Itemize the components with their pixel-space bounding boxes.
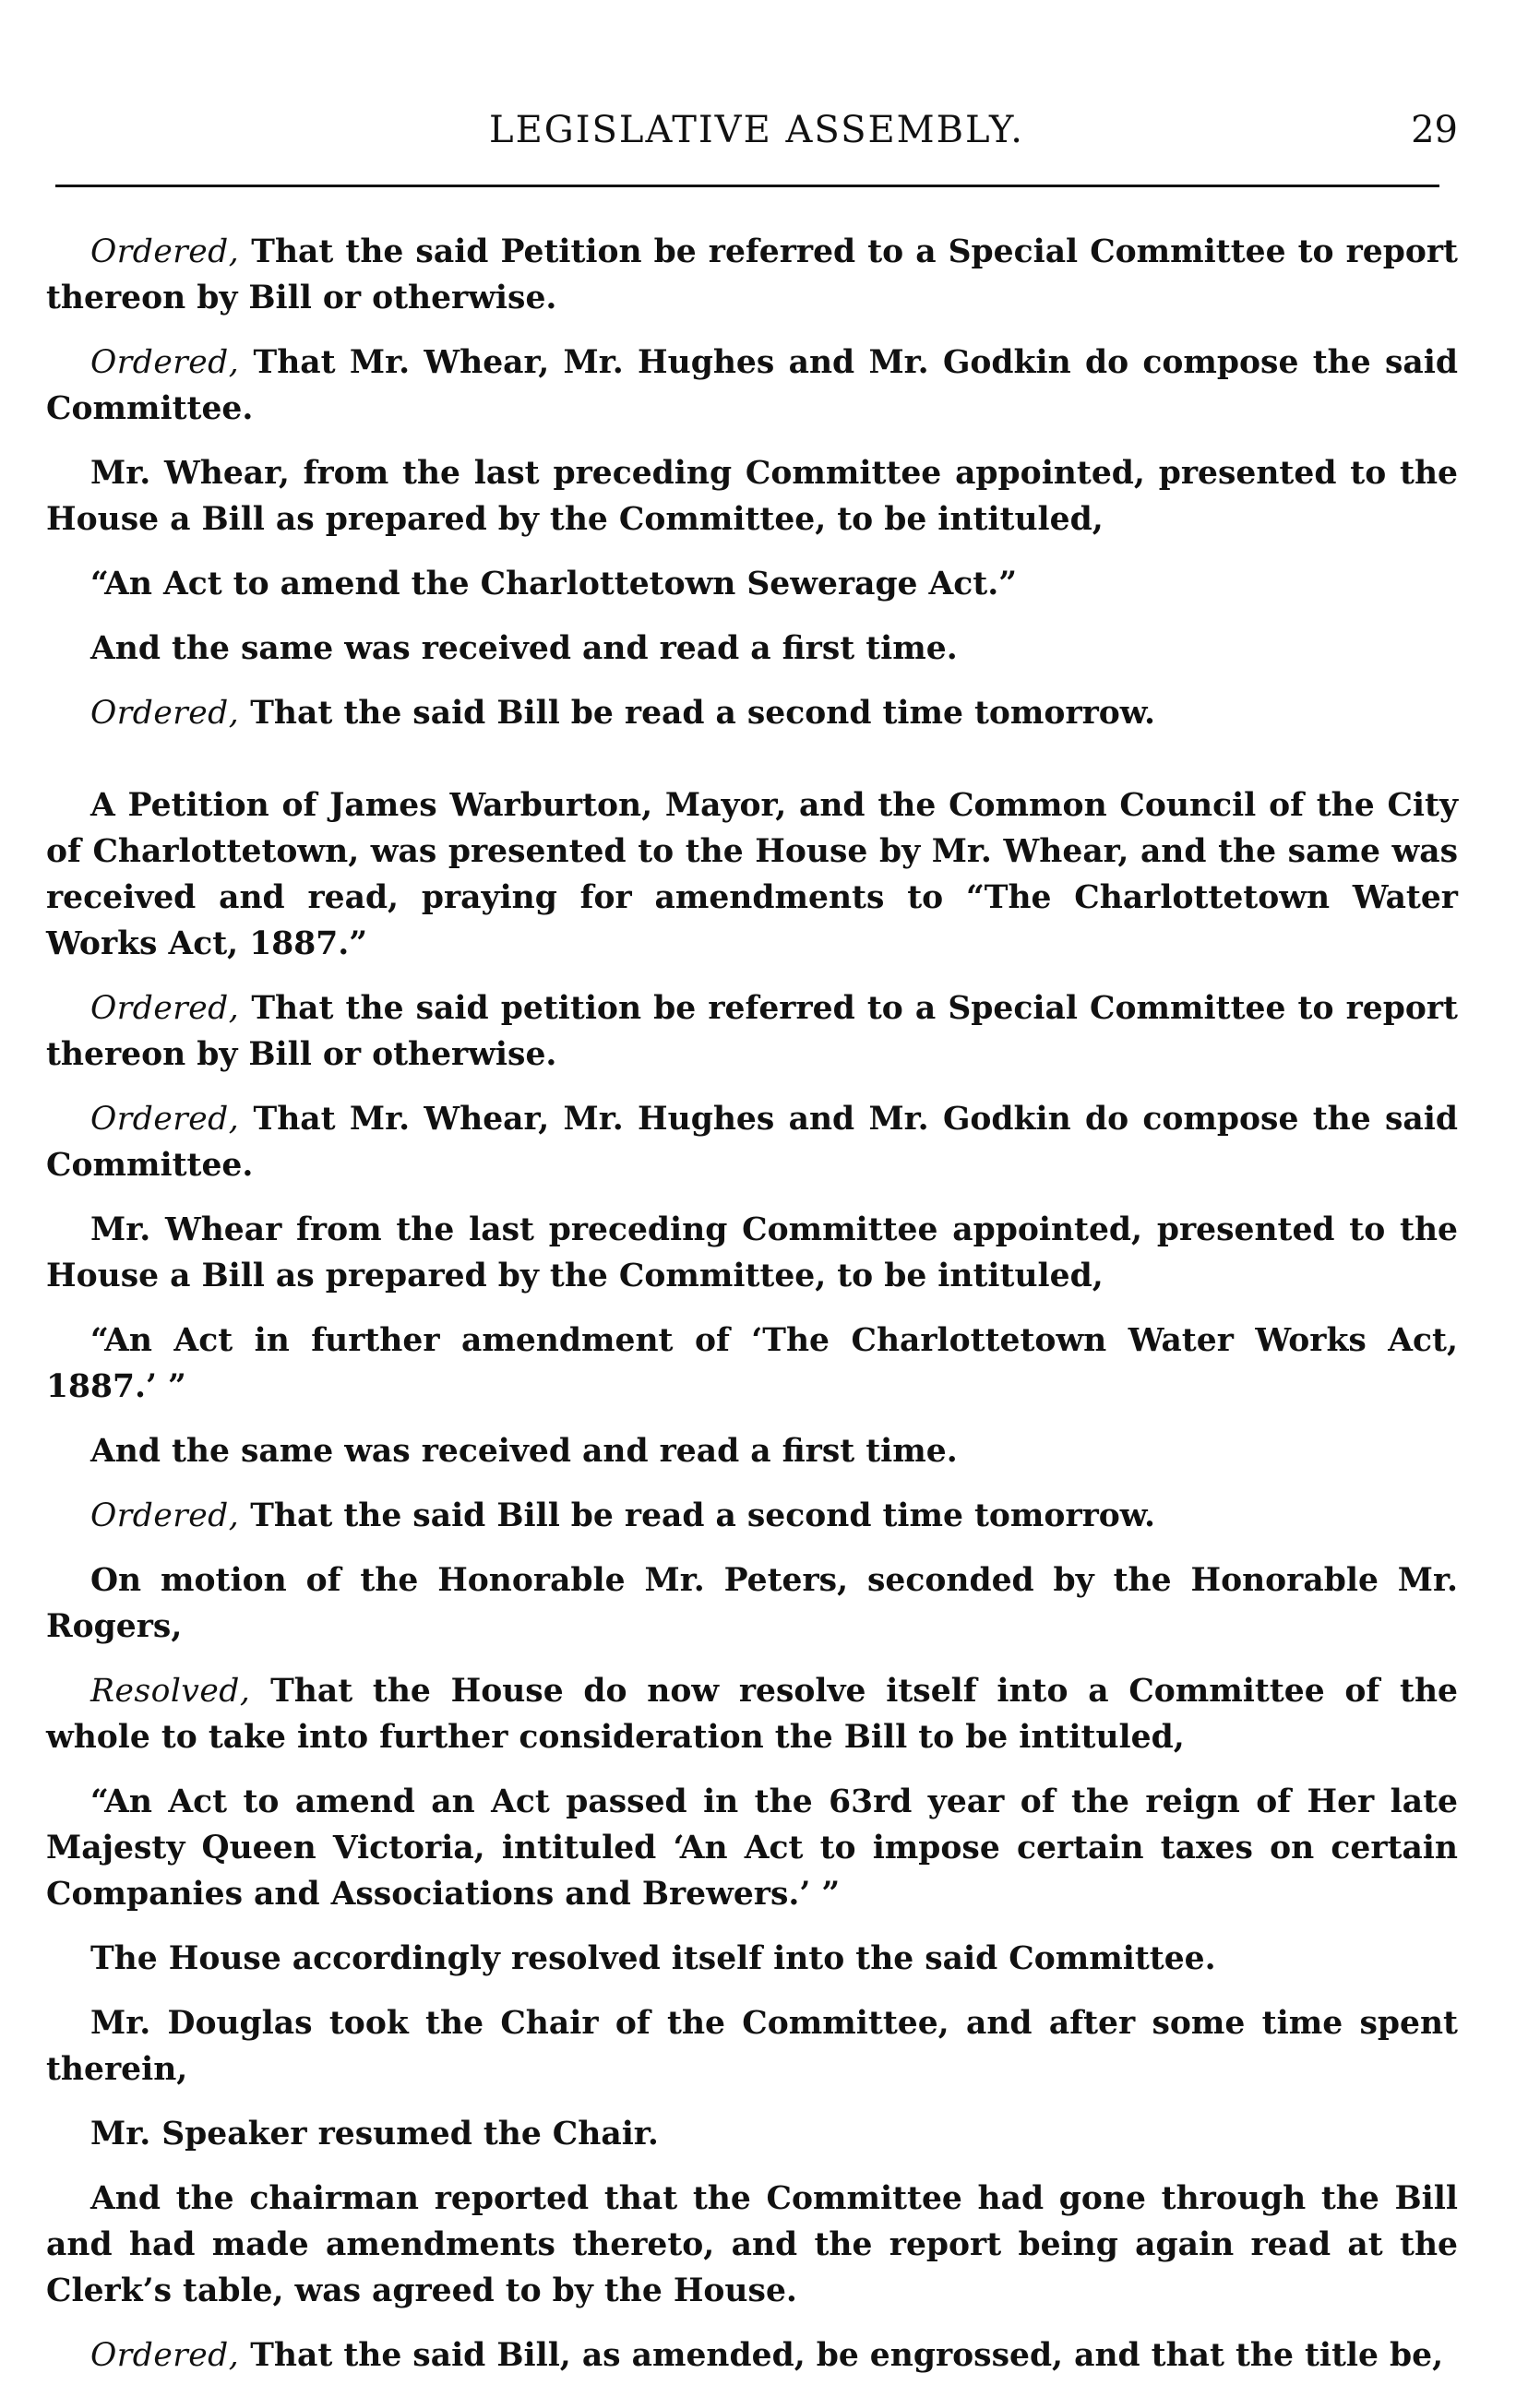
paragraph-lead: Ordered, [90,233,240,270]
paragraph-text: That Mr. Whear, Mr. Hughes and Mr. Godkin do compose the said Committee. [46,344,1458,427]
paragraph-lead: Ordered, [90,990,240,1027]
paragraph-text: On motion of the Honorable Mr. Peters, seconded by the Honorable Mr. Rogers, [46,1562,1458,1645]
header-rule [55,185,1439,187]
paragraph-lead: Ordered, [90,344,240,381]
paragraph [46,2176,1458,2314]
paragraph-text: “An Act in further amendment of ‘The Charlottetown Water Works Act, 1887.’ ” [46,1322,1458,1405]
paragraph-text: And the chairman reported that the Committee had gone through the Bill and had made amendments thereto, and the report being again read at the Clerk’s table, was agreed to by the House. [46,2180,1458,2309]
paragraph-text: The House accordingly resolved itself into the said Committee. [90,1940,1216,1977]
paragraph [46,690,1458,736]
paragraph [46,450,1458,543]
paragraph [46,1936,1458,1982]
paragraph-text: That the said Petition be referred to a Special Committee to report thereon by Bill or otherwise. [46,233,1458,316]
paragraph-text: Mr. Whear, from the last preceding Committee appointed, presented to the House a Bill as prepared by the Committee, to be intituled, [46,455,1458,538]
paragraph-text: A Petition of James Warburton, Mayor, and the Common Council of the City of Charlottetown, was presented to the House by Mr. Whear, and the same was received and read, praying for amendments to “The Charlottetown Water Works Act, 1887.” [46,787,1458,962]
paragraph-lead: Ordered, [90,2337,240,2374]
paragraph-text: “An Act to amend an Act passed in the 63rd year of the reign of Her late Majesty Queen Victoria, intituled ‘An Act to impose certain taxes on certain Companies and Associations and Brewers.’ ” [46,1783,1458,1913]
paragraph [46,1207,1458,1299]
paragraph [46,626,1458,672]
paragraph-text: And the same was received and read a first time. [90,630,958,667]
paragraph [46,1668,1458,1760]
paragraph-text: That the House do now resolve itself into a Committee of the whole to take into further consideration the Bill to be intituled, [46,1673,1458,1756]
paragraph-text: That the said Bill be read a second time tomorrow. [239,1497,1156,1534]
paragraph [46,1493,1458,1539]
paragraph [46,340,1458,432]
paragraph-text: That the said Bill, as amended, be engrossed, and that the title be, [239,2337,1444,2374]
paragraph [46,782,1458,967]
paragraph-text: That the said Bill be read a second time tomorrow. [239,695,1156,732]
paragraph [46,2111,1458,2157]
paragraph [46,561,1458,607]
paragraph-text: That Mr. Whear, Mr. Hughes and Mr. Godkin do compose the said Committee. [46,1101,1458,1184]
paragraph-lead: Resolved, [90,1673,251,1710]
paragraph [46,229,1458,321]
paragraph-lead: Ordered, [90,1497,240,1534]
paragraph [46,1557,1458,1650]
page-header [55,109,1458,164]
paragraph-text: Mr. Whear from the last preceding Committee appointed, presented to the House a Bill as prepared by the Committee, to be intituled, [46,1211,1458,1294]
running-head: LEGISLATIVE ASSEMBLY. [489,109,1024,151]
paragraph [46,1318,1458,1410]
paragraph-text: Mr. Speaker resumed the Chair. [90,2116,659,2153]
journal-body [46,229,1458,2397]
paragraph [46,2332,1458,2379]
paragraph-lead: Ordered, [90,695,240,732]
paragraph [46,2000,1458,2093]
paragraph-text: And the same was received and read a first time. [90,1433,958,1470]
page-number: 29 [1411,109,1458,151]
paragraph [46,1096,1458,1188]
paragraph-text: Mr. Douglas took the Chair of the Committee, and after some time spent therein, [46,2005,1458,2088]
paragraph [46,1428,1458,1474]
paragraph [46,985,1458,1078]
paragraph-text: That the said petition be referred to a Special Committee to report thereon by Bill or otherwise. [46,990,1458,1073]
paragraph-lead: Ordered, [90,1101,240,1138]
paragraph [46,1779,1458,1917]
paragraph-text: “An Act to amend the Charlottetown Sewerage Act.” [90,566,1018,602]
